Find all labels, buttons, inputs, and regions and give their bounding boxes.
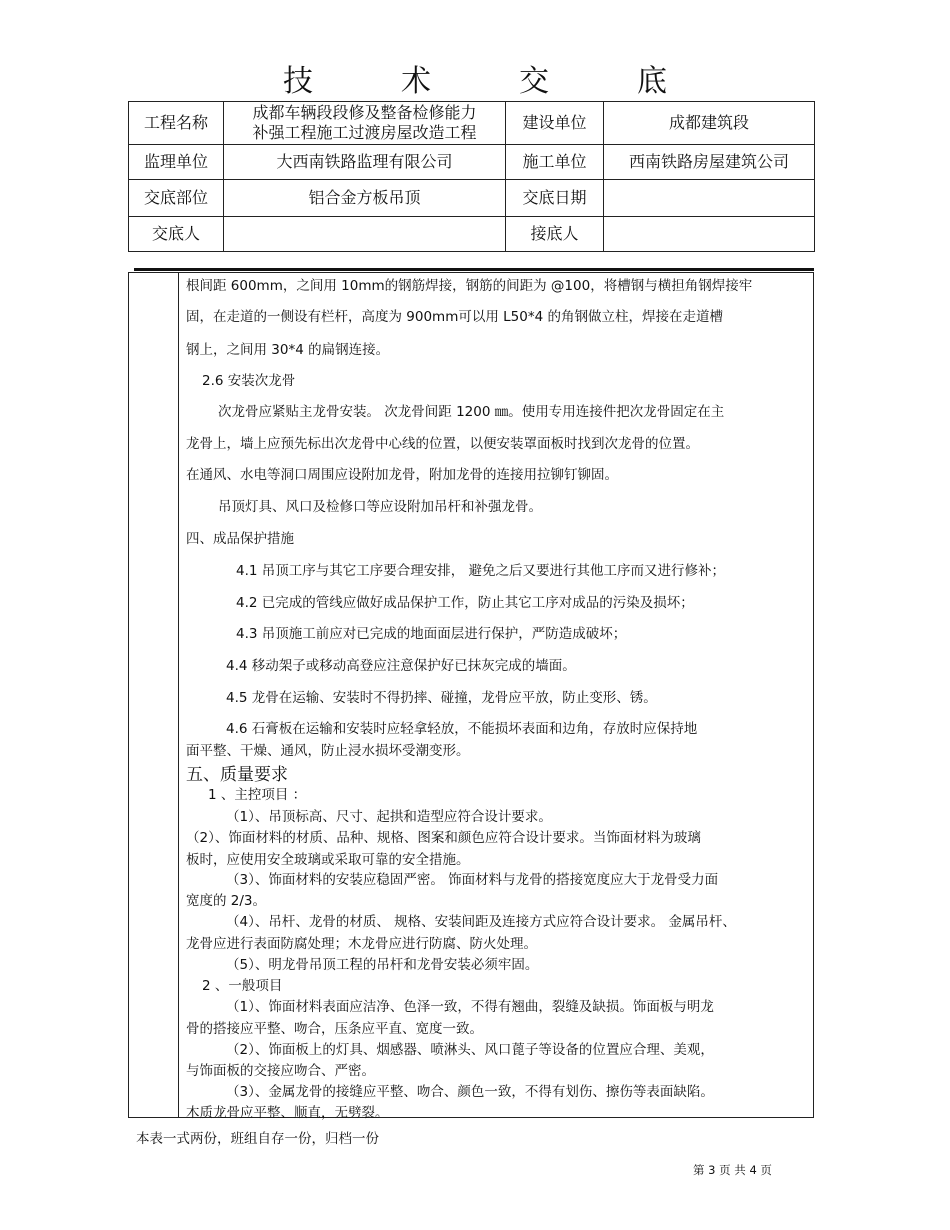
- title-char: 技: [283, 64, 313, 99]
- body-line: 固，在走道的一侧设有栏杆，高度为 900mm可以用 L50*4 的角钢做立柱，焊接在走道槽: [186, 309, 723, 325]
- document-title: [0, 56, 950, 100]
- footer-note: 本表一式两份，班组自存一份，归档一份: [136, 1131, 379, 1147]
- body-line: 骨的搭接应平整、吻合，压条应平直、宽度一致。: [186, 1021, 483, 1037]
- date-value: [604, 180, 815, 217]
- builder-value: 成都建筑段: [604, 102, 815, 145]
- body-line: 4.3 吊顶施工前应对已完成的地面面层进行保护，严防造成破坏；: [236, 626, 627, 642]
- body-line: 宽度的 2/3。: [186, 893, 267, 909]
- body-line: 4.5 龙骨在运输、安装时不得扔摔、碰撞，龙骨应平放，防止变形、锈。: [226, 690, 657, 706]
- body-line: （2）、饰面材料的材质、品种、规格、图案和颜色应符合设计要求。当饰面材料为玻璃: [186, 830, 701, 846]
- body-line: （1）、饰面材料表面应洁净、色泽一致，不得有翘曲，裂缝及缺损。饰面板与明龙: [226, 999, 714, 1015]
- body-line: 次龙骨应紧贴主龙骨安装。 次龙骨间距 1200 ㎜。使用专用连接件把次龙骨固定在主: [218, 404, 725, 420]
- header-table: [128, 101, 815, 252]
- section-heading: 五、质量要求: [186, 765, 288, 785]
- body-line: 木质龙骨应平整、顺直，无劈裂。: [186, 1105, 389, 1121]
- giver-value: [224, 217, 506, 252]
- body-line: （2）、饰面板上的灯具、烟感器、喷淋头、风口蓖子等设备的位置应合理、美观，: [226, 1042, 714, 1058]
- body-line: 吊顶灯具、风口及检修口等应设附加吊杆和补强龙骨。: [218, 499, 542, 515]
- builder-label: 建设单位: [506, 102, 604, 145]
- body-line: 龙骨上，墙上应预先标出次龙骨中心线的位置，以便安装罩面板时找到次龙骨的位置。: [186, 436, 699, 452]
- body-line: （3）、金属龙骨的接缝应平整、吻合、颜色一致，不得有划伤、擦伤等表面缺陷。: [226, 1084, 714, 1100]
- project-name-label: 工程名称: [129, 102, 224, 145]
- body-line: 4.1 吊顶工序与其它工序要合理安排， 避免之后又要进行其他工序而又进行修补；: [236, 563, 726, 579]
- section-heading: 2.6 安装次龙骨: [202, 373, 296, 389]
- project-name-value: [224, 102, 506, 145]
- body-line: 板时，应使用安全玻璃或采取可靠的安全措施。: [186, 852, 470, 868]
- body-line: （3）、饰面材料的安装应稳固严密。 饰面材料与龙骨的搭接宽度应大于龙骨受力面: [226, 872, 719, 888]
- body-line: （5）、明龙骨吊顶工程的吊杆和龙骨安装必须牢固。: [226, 957, 539, 973]
- body-line: 4.6 石膏板在运输和安装时应轻拿轻放，不能损坏表面和边角，存放时应保持地: [226, 721, 698, 737]
- body-line: 4.2 已完成的管线应做好成品保护工作，防止其它工序对成品的污染及损坏；: [236, 595, 694, 611]
- giver-label: 交底人: [129, 217, 224, 252]
- subsection-heading: 2 、一般项目: [202, 978, 283, 994]
- body-line: 根间距 600mm，之间用 10mm的钢筋焊接，钢筋的间距为 @100，将槽钢与横担角钢焊接牢: [186, 278, 753, 294]
- body-line: 面平整、干燥、通风，防止浸水损坏受潮变形。: [186, 743, 470, 759]
- page-number: 第 3 页 共 4 页: [693, 1163, 772, 1177]
- contractor-value: 西南铁路房屋建筑公司: [604, 145, 815, 180]
- supervisor-value: 大西南铁路监理有限公司: [224, 145, 506, 180]
- body-line: （4）、吊杆、龙骨的材质、 规格、安装间距及连接方式应符合设计要求。 金属吊杆、: [226, 914, 736, 930]
- receiver-value: [604, 217, 815, 252]
- divider-line: [134, 268, 814, 271]
- receiver-label: 接底人: [506, 217, 604, 252]
- body-line: 与饰面板的交接应吻合、严密。: [186, 1063, 375, 1079]
- body-line: 4.4 移动架子或移动高登应注意保护好已抹灰完成的墙面。: [226, 658, 576, 674]
- part-label: 交底部位: [129, 180, 224, 217]
- subsection-heading: 1 、主控项目 ：: [208, 787, 307, 803]
- supervisor-label: 监理单位: [129, 145, 224, 180]
- date-label: 交底日期: [506, 180, 604, 217]
- body-line: （1）、吊顶标高、尺寸、起拱和造型应符合设计要求。: [226, 809, 552, 825]
- project-name-line: 成都车辆段段修及整备检修能力: [252, 103, 477, 122]
- section-heading: 四、成品保护措施: [186, 531, 294, 547]
- title-char: 交: [519, 64, 549, 99]
- part-value: 铝合金方板吊顶: [224, 180, 506, 217]
- title-char: 底: [637, 64, 667, 99]
- body-line: 龙骨应进行表面防腐处理；木龙骨应进行防腐、防火处理。: [186, 936, 537, 952]
- body-line: 钢上，之间用 30*4 的扁钢连接。: [186, 342, 390, 358]
- body-line: 在通风、水电等洞口周围应设附加龙骨，附加龙骨的连接用拉铆钉铆固。: [186, 467, 618, 483]
- contractor-label: 施工单位: [506, 145, 604, 180]
- project-name-line: 补强工程施工过渡房屋改造工程: [252, 123, 477, 142]
- title-char: 术: [401, 64, 431, 99]
- content-margin-line: [178, 272, 179, 1118]
